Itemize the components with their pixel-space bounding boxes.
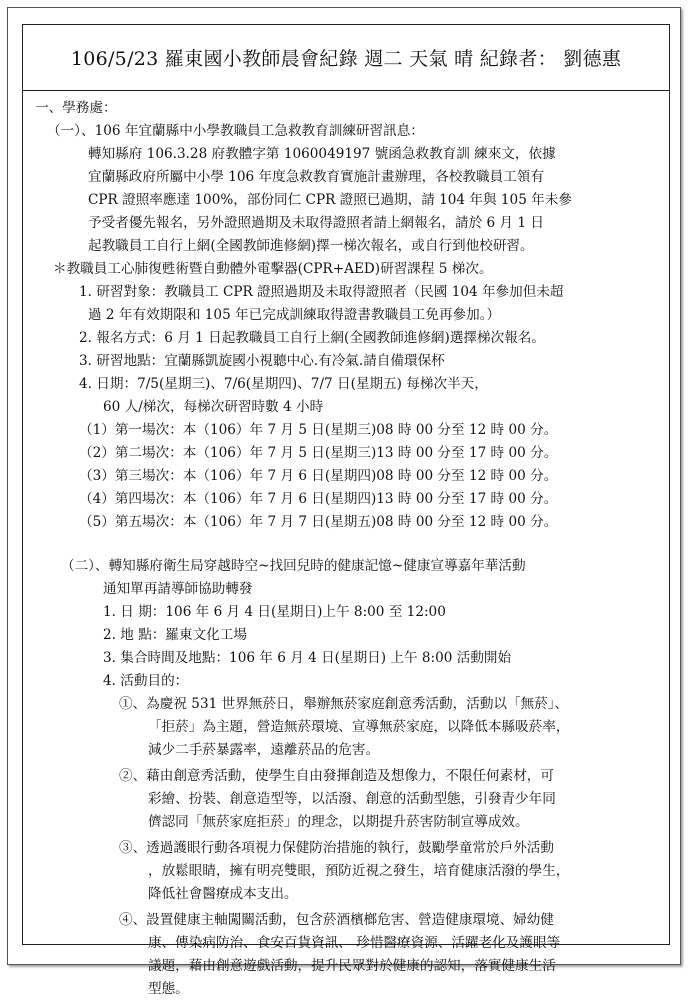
course-detail-line: 4. 日期：7/5(星期三)、7/6(星期四)、7/7 日(星期五) 每梯次半天， <box>79 376 488 392</box>
purpose-line: ③、透過護眼行動各項視力保健防治措施的執行，鼓勵學童常於戶外活動 <box>119 840 554 856</box>
course-detail-line: 1. 研習對象：教職員工 CPR 證照過期及未取得證照者（民國 104 年參加但未超 <box>79 284 564 300</box>
session-line: （3）第三場次：本（106）年 7 月 6 日(星期四)08 時 00 分至 12 時 00 分。 <box>79 468 558 484</box>
course-note: ＊教職員工心肺復甦術暨自動體外電擊器(CPR+AED)研習課程 5 梯次。 <box>53 261 493 277</box>
course-detail-line: 2. 報名方式：6 月 1 日起教職員工自行上網(全國教師進修網)選擇梯次報名。 <box>79 330 545 346</box>
purpose-line: ④、設置健康主軸闖關活動，包含菸酒檳榔危害、營造健康環境、婦幼健 <box>119 912 554 928</box>
purpose-line: ，放鬆眼睛，擁有明亮雙眼，預防近視之發生，培育健康活潑的學生， <box>148 863 570 879</box>
event-detail-line: 1. 日 期：106 年 6 月 4 日(星期日)上午 8:00 至 12:00 <box>103 604 446 620</box>
event-detail-line: 3. 集合時間及地點：106 年 6 月 4 日(星期日) 上午 8:00 活動開始 <box>103 650 512 666</box>
session-line: （1）第一場次：本（106）年 7 月 5 日(星期三)08 時 00 分至 12 時 00 分。 <box>79 422 558 438</box>
event-detail-line: 2. 地 點：羅東文化工場 <box>103 627 247 643</box>
document-frame <box>22 24 670 997</box>
item-1-paragraph-line: 起教職員工自行上網(全國教師進修網)擇一梯次報名，或自行到他校研習。 <box>88 238 534 254</box>
session-line: （5）第五場次：本（106）年 7 月 7 日(星期五)08 時 00 分至 12 時 00 分。 <box>79 514 558 530</box>
page-title: 106/5/23 羅東國小教師晨會紀錄 週二 天氣 晴 紀錄者： 劉德惠 <box>23 25 669 91</box>
section-heading: 一、學務處： <box>35 100 117 116</box>
item-2-heading: （二）、轉知縣府衛生局穿越時空~找回兒時的健康記憶~健康宣導嘉年華活動 <box>61 558 526 574</box>
purpose-line: 儕認同「無菸家庭拒菸」的理念，以期提升菸害防制宣導成效。 <box>148 814 529 830</box>
purpose-line: 型態。 <box>148 981 189 997</box>
course-detail-line: 過 2 年有效期限和 105 年已完成訓練取得證書教職員工免再參加。） <box>88 307 501 323</box>
purpose-line: 降低社會醫療成本支出。 <box>148 886 298 902</box>
purpose-line: ①、為慶祝 531 世界無菸日，舉辦無菸家庭創意秀活動，活動以「無菸」、 <box>119 696 569 712</box>
purpose-line: ②、藉由創意秀活動，使學生自由發揮創造及想像力，不限任何素材，可 <box>119 768 554 784</box>
event-detail-line: 4. 活動目的： <box>103 673 189 689</box>
purpose-line: 彩繪、扮裝、創意造型等，以活潑、創意的活動型態，引發青少年同 <box>148 791 556 807</box>
item-2-heading-cont: 通知單再請導師協助轉發 <box>103 581 253 597</box>
item-1-paragraph-line: 宜蘭縣政府所屬中小學 106 年度急救教育實施計畫辦理，各校教職員工領有 <box>88 169 544 185</box>
session-line: （4）第四場次：本（106）年 7 月 6 日(星期四)13 時 00 分至 17 時 00 分。 <box>79 491 558 507</box>
course-detail-line: 60 人/梯次，每梯次研習時數 4 小時 <box>103 399 324 415</box>
session-line: （2）第二場次：本（106）年 7 月 5 日(星期三)13 時 00 分至 17 時 00 分。 <box>79 445 558 461</box>
purpose-line: 康、傳染病防治、食安百貨資訊、 珍惜醫療資源、活躍老化及護眼等 <box>148 935 561 951</box>
item-1-paragraph-line: 轉知縣府 106.3.28 府教體字第 1060049197 號函急救教育訓 練來文，依據 <box>88 146 556 162</box>
course-detail-line: 3. 研習地點：宜蘭縣凱旋國小視聽中心.有冷氣.請自備環保杯 <box>79 353 445 369</box>
purpose-line: 議題，藉由創意遊戲活動，提升民眾對於健康的認知，落實健康生活 <box>148 958 556 974</box>
item-1-paragraph-line: 予受者優先報名，另外證照過期及未取得證照者請上網報名，請於 6 月 1 日 <box>88 215 544 231</box>
item-1-heading: （一）、106 年宜蘭縣中小學教職員工急救教育訓練研習訊息： <box>47 123 424 139</box>
purpose-line: 「拒菸」為主題，營造無菸環境、宣導無菸家庭，以降低本縣吸菸率， <box>148 719 570 735</box>
item-1-paragraph-line: CPR 證照率應達 100%，部份同仁 CPR 證照已過期，請 104 年與 105 年未參 <box>88 192 572 208</box>
purpose-line: 減少二手菸暴露率，遠離菸品的危害。 <box>148 742 380 758</box>
